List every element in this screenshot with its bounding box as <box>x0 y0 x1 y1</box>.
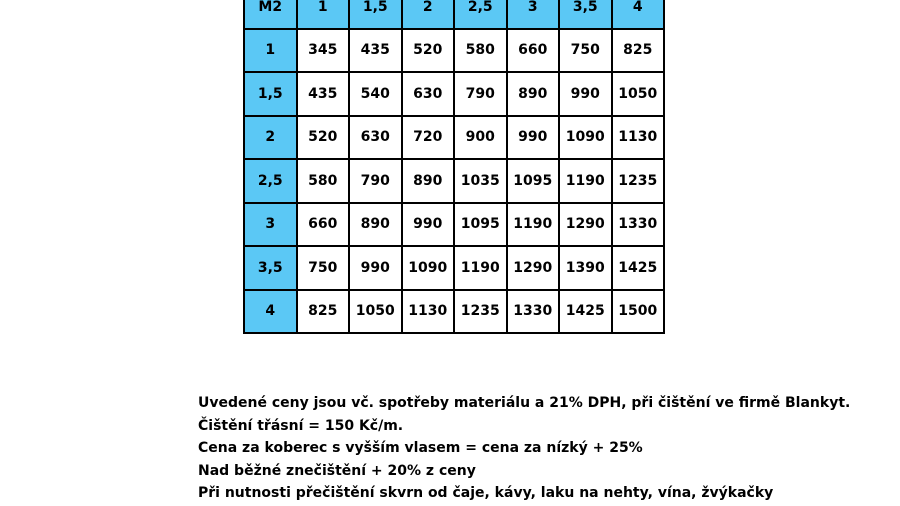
price-cell: 1130 <box>402 290 455 334</box>
price-cell: 1390 <box>559 246 612 290</box>
price-cell: 1425 <box>612 246 665 290</box>
price-cell: 1090 <box>402 246 455 290</box>
price-cell: 660 <box>507 29 560 73</box>
price-cell: 580 <box>454 29 507 73</box>
price-cell: 790 <box>454 72 507 116</box>
price-table <box>243 0 665 334</box>
corner-header: M2 <box>244 0 297 29</box>
table-row <box>244 203 664 247</box>
row-header: 3,5 <box>244 246 297 290</box>
price-cell: 1425 <box>559 290 612 334</box>
table-row <box>244 116 664 160</box>
price-cell: 990 <box>507 116 560 160</box>
price-cell: 1090 <box>559 116 612 160</box>
price-cell: 660 <box>297 203 350 247</box>
column-header: 4 <box>612 0 665 29</box>
price-cell: 540 <box>349 72 402 116</box>
note-line: Uvedené ceny jsou vč. spotřeby materiálu a 21% DPH, při čištění ve firmě Blankyt. <box>198 395 851 411</box>
price-cell: 435 <box>349 29 402 73</box>
price-cell: 990 <box>349 246 402 290</box>
notes-block <box>198 392 851 505</box>
price-cell: 1190 <box>559 159 612 203</box>
price-cell: 750 <box>559 29 612 73</box>
price-cell: 1500 <box>612 290 665 334</box>
price-cell: 1130 <box>612 116 665 160</box>
row-header: 2,5 <box>244 159 297 203</box>
price-cell: 900 <box>454 116 507 160</box>
price-cell: 1095 <box>507 159 560 203</box>
table-header-row <box>244 0 664 29</box>
price-cell: 630 <box>349 116 402 160</box>
price-cell: 630 <box>402 72 455 116</box>
column-header: 3,5 <box>559 0 612 29</box>
table-row <box>244 29 664 73</box>
note-line: Nad běžné znečištění + 20% z ceny <box>198 462 476 479</box>
price-cell: 520 <box>297 116 350 160</box>
price-cell: 1290 <box>559 203 612 247</box>
price-cell: 580 <box>297 159 350 203</box>
price-cell: 990 <box>402 203 455 247</box>
price-cell: 890 <box>507 72 560 116</box>
note-line: Čištění třásní = 150 Kč/m. <box>198 417 404 434</box>
price-cell: 1330 <box>612 203 665 247</box>
price-cell: 1050 <box>349 290 402 334</box>
column-header: 1,5 <box>349 0 402 29</box>
note-line: Při nutnosti přečištění skvrn od čaje, kávy, laku na nehty, vína, žvýkačky <box>198 485 774 501</box>
price-cell: 825 <box>612 29 665 73</box>
price-cell: 1190 <box>507 203 560 247</box>
row-header: 2 <box>244 116 297 160</box>
table-row <box>244 159 664 203</box>
price-cell: 890 <box>402 159 455 203</box>
price-cell: 345 <box>297 29 350 73</box>
price-cell: 1035 <box>454 159 507 203</box>
table-row <box>244 246 664 290</box>
table-body <box>244 29 664 334</box>
price-cell: 790 <box>349 159 402 203</box>
price-cell: 1235 <box>454 290 507 334</box>
column-header: 1 <box>297 0 350 29</box>
table-row <box>244 72 664 116</box>
price-cell: 1190 <box>454 246 507 290</box>
row-header: 1 <box>244 29 297 73</box>
price-cell: 750 <box>297 246 350 290</box>
price-cell: 1095 <box>454 203 507 247</box>
price-cell: 825 <box>297 290 350 334</box>
price-cell: 1235 <box>612 159 665 203</box>
price-cell: 890 <box>349 203 402 247</box>
column-header: 3 <box>507 0 560 29</box>
note-line: Cena za koberec s vyšším vlasem = cena za nízký + 25% <box>198 440 643 456</box>
row-header: 4 <box>244 290 297 334</box>
price-cell: 1330 <box>507 290 560 334</box>
price-cell: 1050 <box>612 72 665 116</box>
price-cell: 435 <box>297 72 350 116</box>
price-cell: 990 <box>559 72 612 116</box>
price-cell: 1290 <box>507 246 560 290</box>
price-cell: 720 <box>402 116 455 160</box>
column-header: 2 <box>402 0 455 29</box>
table-row <box>244 290 664 334</box>
column-header: 2,5 <box>454 0 507 29</box>
row-header: 1,5 <box>244 72 297 116</box>
row-header: 3 <box>244 203 297 247</box>
price-cell: 520 <box>402 29 455 73</box>
